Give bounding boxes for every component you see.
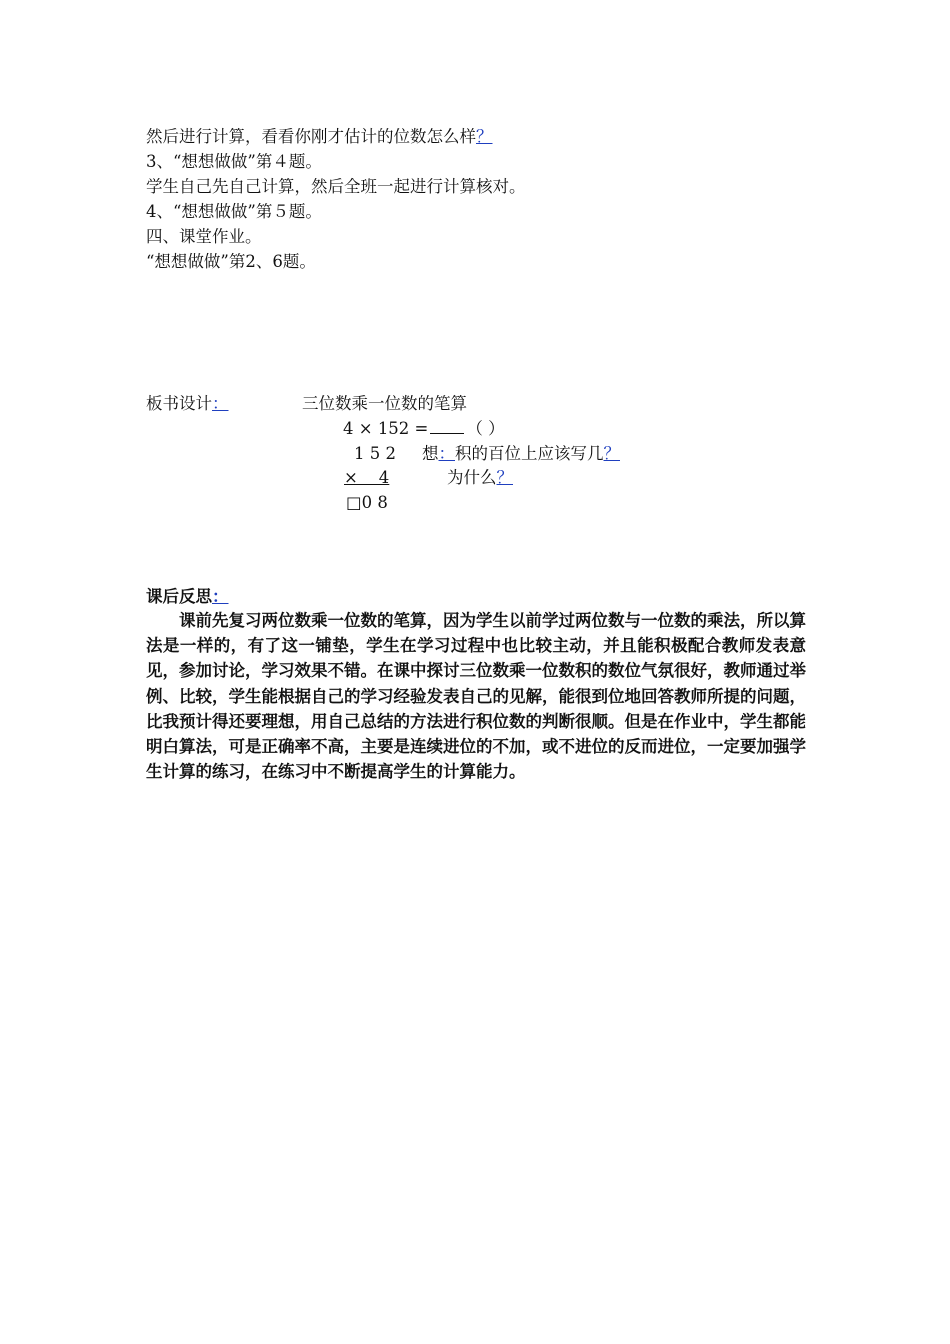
link-question-mark[interactable]: ？ — [476, 127, 493, 146]
reflection-paragraph: 课前先复习两位数乘一位数的笔算，因为学生以前学过两位数与一位数的乘法，所以算法是一样的，有了这一铺垫，学生在学习过程中也比较主动，并且能积极配合教师发表意见，参加讨论，学习效果不错。在课中探讨三位数乘一位数积的数位气氛很好，教师通过举例、比较，学生能根据自己的学习经验发表自己的见解，能很到位地回答教师所提的问题，比我预计得还要理想，用自己总结的方法进行积位数的判断很顺。但是在作业中，学生都能明白算法，可是正确率不高，主要是连续进位的不加，或不进位的反而进位，一定要加强学生计算的练习，在练习中不断提高学生的计算能力。 — [146, 611, 806, 782]
board-label-link[interactable]: ： — [212, 394, 229, 413]
text-estimate: 然后进行计算，看看你刚才估计的位数怎么样 — [146, 127, 476, 146]
board-design-label — [146, 392, 229, 416]
think-colon-link[interactable]: ： — [438, 444, 455, 463]
why-question-mark-link[interactable]: ？ — [496, 468, 513, 487]
think-text: 想 — [422, 444, 439, 463]
text-line-exercise-5: 4、“想想做做”第５题。 — [146, 202, 322, 221]
text-line-self-calc: 学生自己先自己计算，然后全班一起进行计算核对。 — [146, 177, 526, 196]
answer-blank — [430, 419, 464, 434]
think-question-mark-link[interactable]: ？ — [603, 444, 620, 463]
section-heading-homework: 四、课堂作业。 — [146, 227, 262, 246]
why-text: 为什么 — [447, 468, 497, 487]
equation-text: 4 × 152 = — [343, 419, 429, 438]
reflection-label-text: 课后反思 — [146, 587, 212, 606]
board-multiplier: × 4 — [344, 468, 390, 487]
text-line-exercise-4: 3、“想想做做”第４题。 — [146, 152, 322, 171]
text-line-estimate — [146, 125, 493, 149]
board-title: 三位数乘一位数的笔算 — [302, 394, 467, 413]
equation-paren: （ ） — [466, 419, 505, 438]
text-line-homework-items: “想想做做”第2、6题。 — [146, 252, 316, 271]
board-why-line — [447, 466, 513, 490]
board-label-text: 板书设计 — [146, 394, 212, 413]
board-multiplicand: 1 5 2 — [354, 444, 396, 463]
reflection-label-link[interactable]: ： — [212, 587, 229, 606]
board-think-line — [422, 442, 620, 466]
board-partial-result: □0 8 — [346, 493, 388, 512]
think-question-text: 积的百位上应该写几 — [455, 444, 604, 463]
reflection-label — [146, 585, 229, 609]
board-equation — [343, 417, 505, 441]
